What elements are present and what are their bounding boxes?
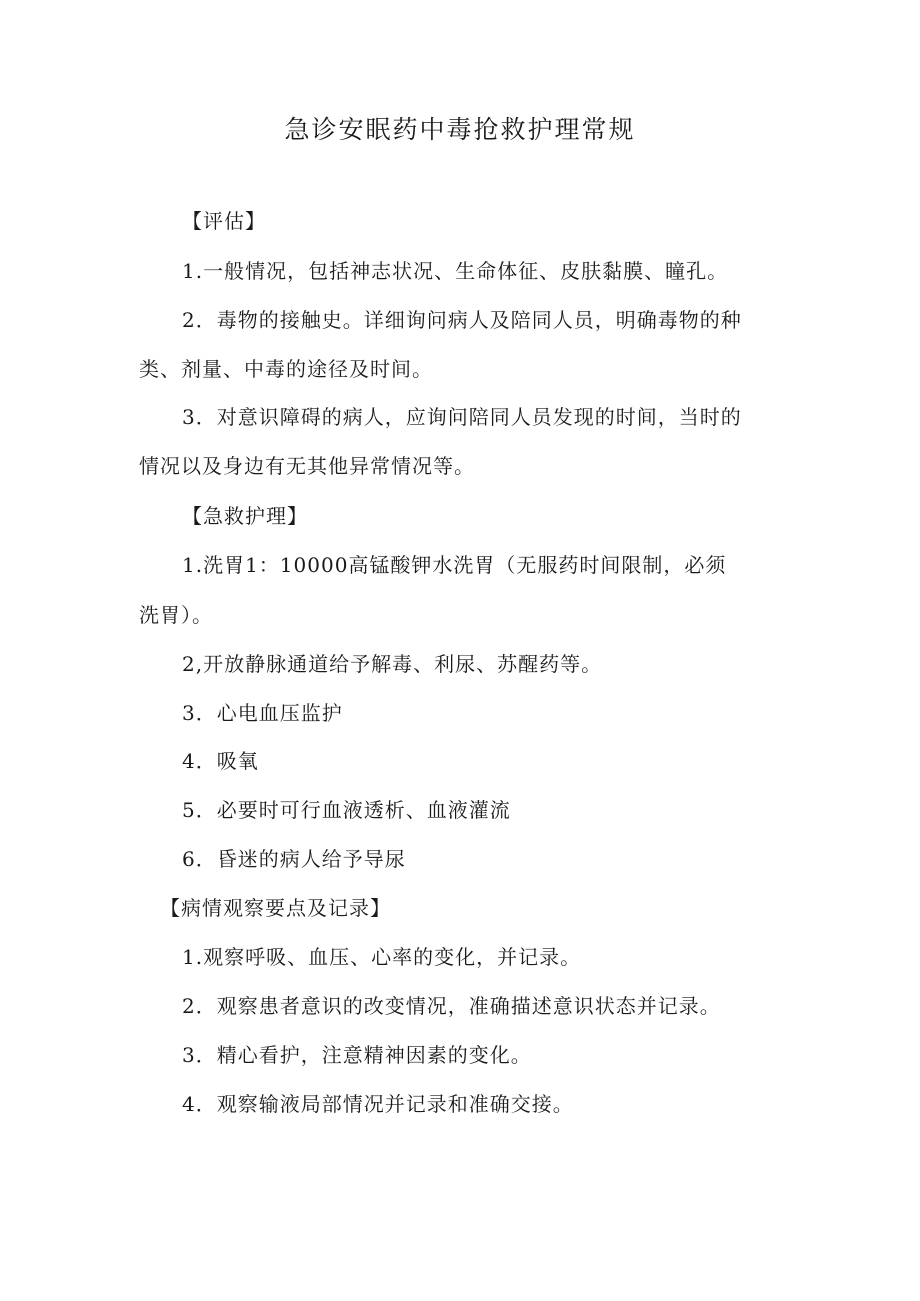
rescue-item-1-line-2: 洗胃）。 — [139, 603, 213, 627]
assessment-item-3-line-1: 3．对意识障碍的病人，应询问陪同人员发现的时间，当时的 — [182, 405, 742, 429]
observation-item-1: 1.观察呼吸、血压、心率的变化，并记录。 — [182, 945, 582, 969]
observation-item-4: 4．观察输液局部情况并记录和准确交接。 — [182, 1092, 574, 1116]
observation-item-3: 3．精心看护，注意精神因素的变化。 — [182, 1043, 532, 1067]
assessment-item-1: 1.一般情况，包括神志状况、生命体征、皮肤黏膜、瞳孔。 — [182, 259, 729, 283]
rescue-item-1-line-1: 1.洗胃1：10000高锰酸钾水洗胃（无服药时间限制，必须 — [182, 553, 727, 577]
rescue-item-2: 2,开放静脉通道给予解毒、利尿、苏醒药等。 — [182, 652, 603, 676]
assessment-item-3-line-2: 情况以及身边有无其他异常情况等。 — [139, 454, 475, 478]
rescue-heading: 【急救护理】 — [182, 504, 308, 528]
rescue-item-3: 3．心电血压监护 — [182, 701, 343, 725]
rescue-item-4: 4．吸氧 — [182, 749, 259, 773]
observation-item-2: 2．观察患者意识的改变情况，准确描述意识状态并记录。 — [182, 994, 721, 1018]
page-title: 急诊安眠药中毒抢救护理常规 — [284, 115, 636, 144]
assessment-item-2-line-1: 2．毒物的接触史。详细询问病人及陪同人员，明确毒物的种 — [182, 308, 742, 332]
assessment-item-2-line-2: 类、剂量、中毒的途径及时间。 — [139, 357, 433, 381]
assessment-heading: 【评估】 — [182, 209, 266, 233]
observation-heading: 【病情观察要点及记录】 — [160, 896, 391, 920]
rescue-item-6: 6．昏迷的病人给予导尿 — [182, 847, 406, 871]
rescue-item-5: 5．必要时可行血液透析、血液灌流 — [182, 798, 511, 822]
